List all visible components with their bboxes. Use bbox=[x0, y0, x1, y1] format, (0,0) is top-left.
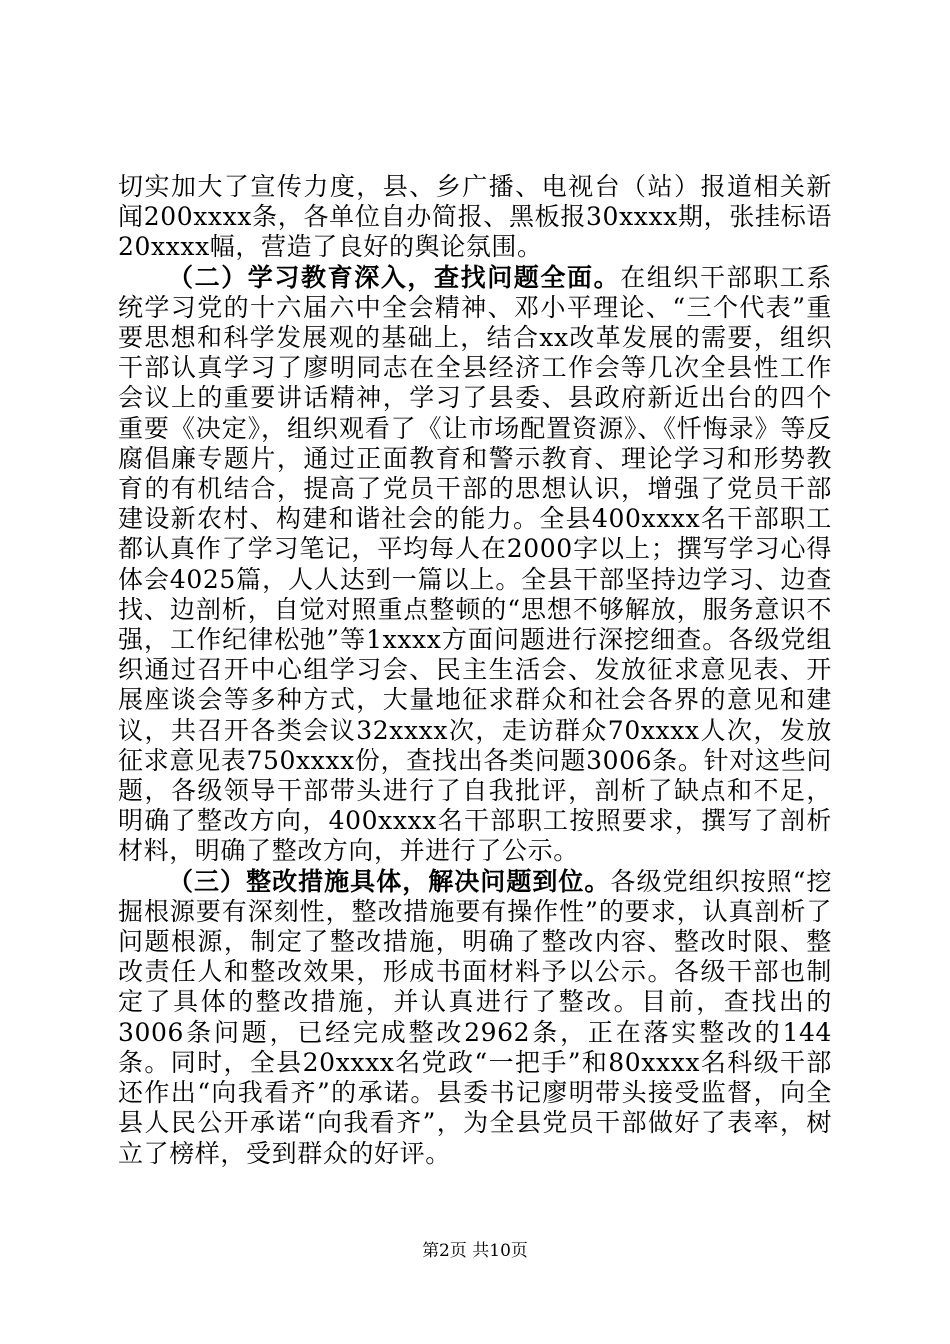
page-footer bbox=[0, 1240, 950, 1262]
paragraph-text: 各级党组织按照“挖掘根源要有深刻性，整改措施要有操作性”的要求，认真剖析了问题根源，制定了整改措施，明确了整改内容、整改时限、整改责任人和整改效果，形成书面材料予以公示。各级干部也制定了具体的整改措施，并认真进行了整改。目前，查找出的3006条问题，已经完成整改2962条，正在落实整改的144条。同时，全县20xxxx名党政“一把手”和80xxxx名科级干部还作出“向我看齐”的承诺。县委书记廖明带头接受监督，向全县人民公开承诺“向我看齐”，为全县党员干部做好了表率，树立了榜样，受到群众的好评。 bbox=[118, 866, 832, 1168]
document-body bbox=[118, 172, 832, 1169]
paragraph-study-education bbox=[118, 263, 832, 867]
page-number: 第2页 共10页 bbox=[422, 1241, 528, 1261]
section-heading-study-education: （二）学习教育深入，查找问题全面。 bbox=[168, 262, 621, 292]
paragraph-continuation bbox=[118, 172, 832, 263]
paragraph-rectification bbox=[118, 867, 832, 1169]
paragraph-text: 切实加大了宣传力度，县、乡广播、电视台（站）报道相关新闻200xxxx条，各单位自办简报、黑板报30xxxx期，张挂标语20xxxx幅，营造了良好的舆论氛围。 bbox=[118, 172, 832, 262]
paragraph-text: 在组织干部职工系统学习党的十六届六中全会精神、邓小平理论、“三个代表”重要思想和科学发展观的基础上，结合xx改革发展的需要，组织干部认真学习了廖明同志在全县经济工作会等几次全县性工作会议上的重要讲话精神，学习了县委、县政府新近出台的四个重要《决定》，组织观看了《让市场配置资源》、《忏悔录》等反腐倡廉专题片，通过正面教育和警示教育、理论学习和形势教育的有机结合，提高了党员干部的思想认识，增强了党员干部建设新农村、构建和谐社会的能力。全县400xxxx名干部职工都认真作了学习笔记，平均每人在2000字以上；撰写学习心得体会4025篇，人人达到一篇以上。全县干部坚持边学习、边查找、边剖析，自觉对照重点整顿的“思想不够解放，服务意识不强，工作纪律松弛”等1xxxx方面问题进行深挖细查。各级党组织通过召开中心组学习会、民主生活会、发放征求意见表、开展座谈会等多种方式，大量地征求群众和社会各界的意见和建议，共召开各类会议32xxxx次，走访群众70xxxx人次，发放征求意见表750xxxx份，查找出各类问题3006条。针对这些问题，各级领导干部带头进行了自我批评，剖析了缺点和不足，明确了整改方向，400xxxx名干部职工按照要求，撰写了剖析材料，明确了整改方向，并进行了公示。 bbox=[118, 262, 832, 866]
section-heading-rectification: （三）整改措施具体，解决问题到位。 bbox=[168, 866, 611, 896]
